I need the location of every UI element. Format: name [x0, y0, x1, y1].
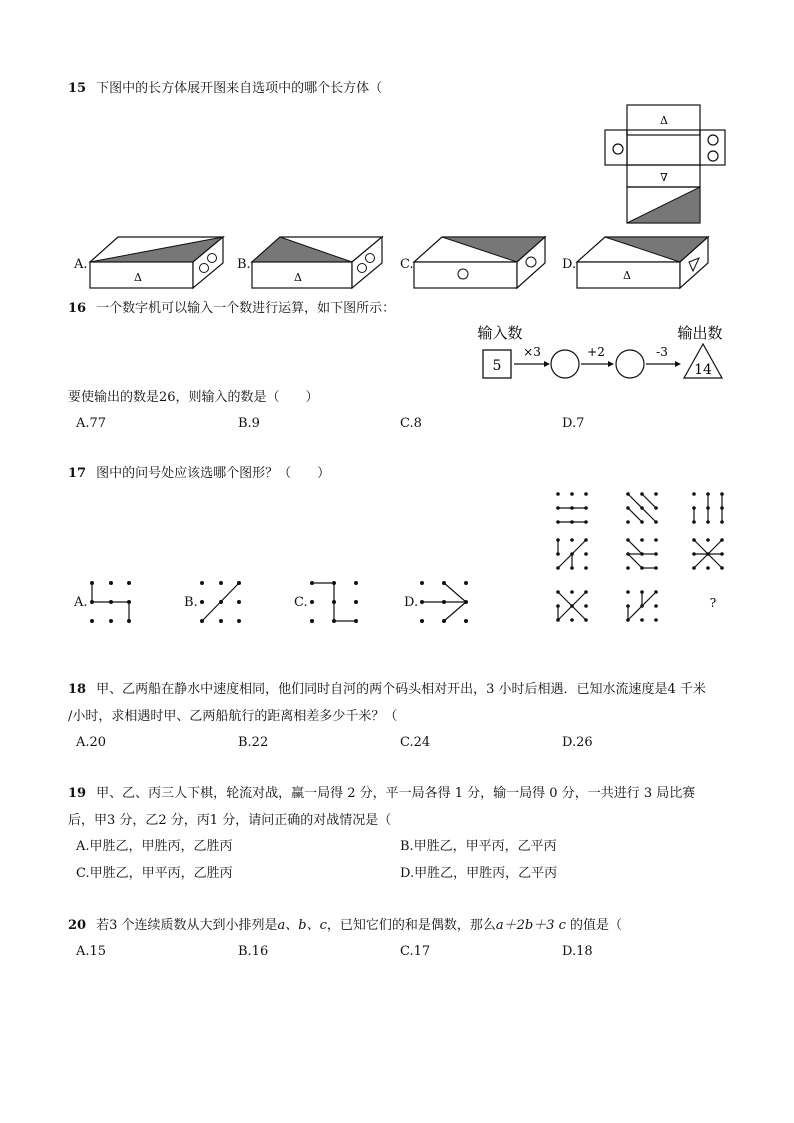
- q18-option-c[interactable]: C.24: [400, 735, 431, 750]
- grid-dot: [584, 552, 588, 556]
- net-triangle-down: ∇: [660, 171, 668, 184]
- face-triangle: Δ: [294, 271, 302, 284]
- q16-text2: 要使输出的数是26，则输入的数是（ ）: [68, 390, 319, 405]
- q17-option-d-figure[interactable]: [416, 578, 472, 626]
- q20-option-b[interactable]: B.16: [238, 944, 269, 959]
- grid-dot: [626, 520, 630, 524]
- grid-dot: [706, 566, 710, 570]
- q20-option-a[interactable]: A.15: [76, 944, 107, 959]
- grid-dot: [570, 492, 574, 496]
- grid-dot: [570, 538, 574, 542]
- q16-option-c[interactable]: C.8: [400, 416, 422, 431]
- op-times-3: ×3: [523, 345, 541, 359]
- q20-option-d[interactable]: D.18: [562, 944, 593, 959]
- q16-option-a[interactable]: A.77: [76, 416, 107, 431]
- q19-option-a[interactable]: A.甲胜乙，甲胜丙，乙胜丙: [76, 839, 233, 854]
- q15-option-a-box[interactable]: [88, 234, 228, 292]
- q20-text: 20 若3 个连续质数从大到小排列是a、b、c，已知它们的和是偶数，那么a＋2b＋3 c 的值是（: [68, 918, 623, 933]
- q17-option-b-figure[interactable]: [196, 578, 246, 626]
- q19-line1: 19 甲、乙、丙三人下棋，轮流对战，赢一局得 2 分，平一局各得 1 分，输一局得 0 分，一共进行 3 局比赛: [68, 786, 696, 801]
- q17-option-c-label[interactable]: C.: [294, 595, 308, 610]
- face-triangle: Δ: [623, 269, 631, 282]
- grid-dot: [584, 566, 588, 570]
- q17-pattern-grid: [550, 488, 740, 620]
- q15-option-d-label[interactable]: D.: [562, 257, 577, 272]
- input-label: 输入数: [477, 324, 523, 342]
- q17-option-c-figure[interactable]: [306, 578, 362, 626]
- q15-option-b-box[interactable]: [250, 234, 390, 292]
- grid-line: [628, 494, 656, 522]
- grid-line: [572, 606, 586, 620]
- q19-option-d[interactable]: D.甲胜乙，甲胜丙，乙平丙: [400, 866, 558, 881]
- op-plus-2: +2: [587, 345, 605, 359]
- q16-option-b[interactable]: B.9: [238, 416, 260, 431]
- pattern-cell: [556, 492, 588, 524]
- grid-dot: [626, 566, 630, 570]
- q18-line2: /小时，求相遇时甲、乙两船航行的距离相差多少千米？（: [68, 709, 398, 724]
- grid-dot: [626, 590, 630, 594]
- grid-dot: [654, 604, 658, 608]
- q17-text: 17 图中的问号处应该选哪个图形？（ ）: [68, 466, 331, 481]
- output-value: 14: [694, 362, 712, 378]
- pattern-cell: [556, 590, 588, 622]
- grid-line: [558, 592, 572, 606]
- q17-option-d-label[interactable]: D.: [404, 595, 419, 610]
- op-minus-3: -3: [656, 345, 668, 359]
- grid-line: [628, 508, 642, 522]
- q19-line2: 后，甲3 分，乙2 分，丙1 分，请问正确的对战情况是（: [68, 813, 392, 828]
- grid-line: [642, 494, 656, 508]
- grid-dot: [570, 618, 574, 622]
- q19-option-b[interactable]: B.甲胜乙，甲平丙，乙平丙: [400, 839, 557, 854]
- grid-dot: [570, 590, 574, 594]
- q17-option-a-figure[interactable]: [86, 578, 136, 626]
- q15-option-b-label[interactable]: B.: [237, 257, 251, 272]
- q20-option-c[interactable]: C.17: [400, 944, 431, 959]
- grid-line: [628, 554, 642, 568]
- pattern-cell: [626, 590, 658, 622]
- pattern-cell: [626, 492, 658, 524]
- q18-option-b[interactable]: B.22: [238, 735, 269, 750]
- grid-dot: [706, 538, 710, 542]
- q15-option-d-box[interactable]: [575, 234, 715, 292]
- q18-line1: 18 甲、乙两船在静水中速度相同，他们同时自河的两个码头相对开出，3 小时后相遇．已知水流速度是4 千米: [68, 682, 706, 697]
- cuboid-net-figure: [600, 100, 730, 230]
- q17-option-a-label[interactable]: A.: [74, 595, 88, 610]
- grid-dot: [654, 618, 658, 622]
- q18-option-d[interactable]: D.26: [562, 735, 593, 750]
- grid-dot: [654, 538, 658, 542]
- number-machine-diagram: [470, 322, 740, 384]
- output-label: 输出数: [677, 324, 723, 342]
- input-value: 5: [492, 358, 502, 374]
- q15-option-c-label[interactable]: C.: [400, 257, 414, 272]
- q15-text: 15 下图中的长方体展开图来自选项中的哪个长方体（: [68, 81, 383, 96]
- pattern-cell: [556, 538, 588, 570]
- pattern-cell: [626, 538, 658, 570]
- question-mark: ?: [709, 596, 717, 610]
- q15-option-a-label[interactable]: A.: [74, 257, 88, 272]
- face-triangle: Δ: [134, 271, 142, 284]
- grid-dot: [692, 492, 696, 496]
- grid-dot: [556, 492, 560, 496]
- pattern-cell: [692, 492, 724, 524]
- pattern-cell: [692, 538, 724, 570]
- grid-dot: [584, 492, 588, 496]
- grid-line: [628, 540, 642, 554]
- q19-option-c[interactable]: C.甲胜乙，甲平丙，乙胜丙: [76, 866, 233, 881]
- grid-dot: [640, 618, 644, 622]
- q16-text: 16 一个数字机可以输入一个数进行运算，如下图所示：: [68, 301, 396, 316]
- grid-dot: [584, 604, 588, 608]
- q16-option-d[interactable]: D.7: [562, 416, 585, 431]
- grid-dot: [640, 538, 644, 542]
- net-triangle-up: Δ: [660, 114, 668, 127]
- q18-option-a[interactable]: A.20: [76, 735, 107, 750]
- grid-dot: [654, 492, 658, 496]
- q17-option-b-label[interactable]: B.: [184, 595, 198, 610]
- q15-option-c-box[interactable]: [412, 234, 552, 292]
